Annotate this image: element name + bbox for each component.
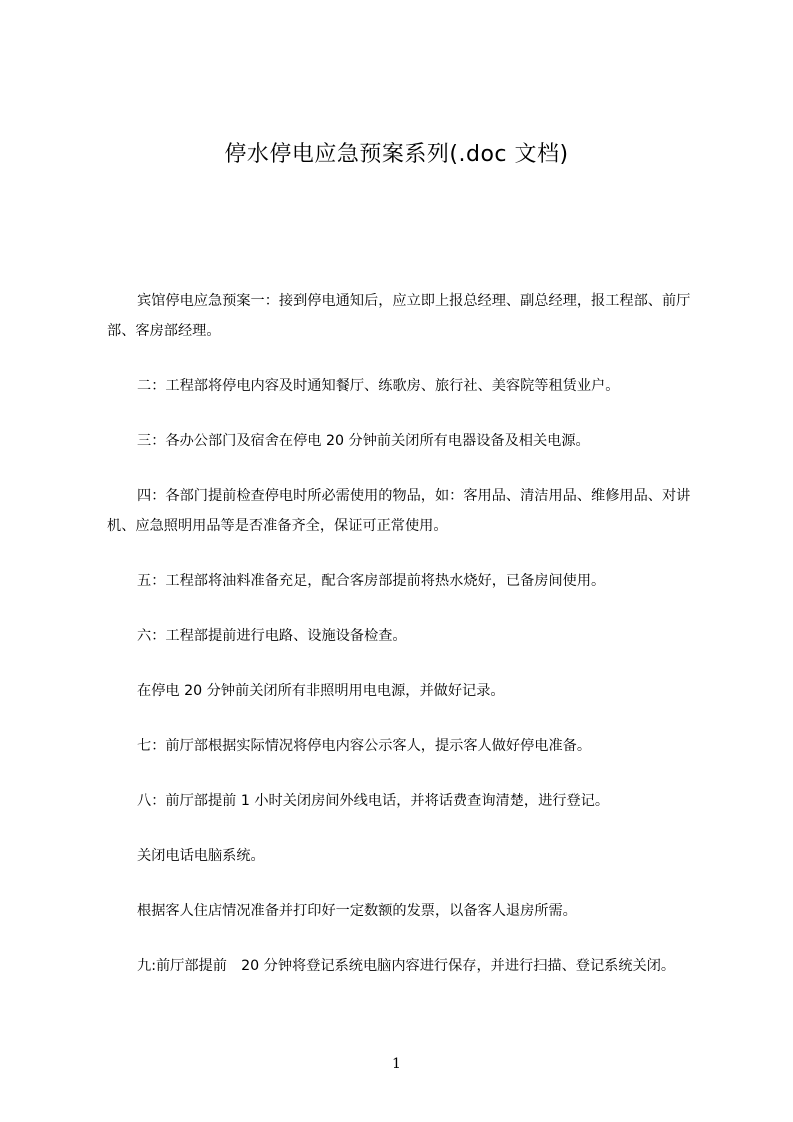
- paragraph-11: 根据客人住店情况准备并打印好一定数额的发票，以备客人退房所需。: [137, 903, 577, 919]
- paragraph-3: 三：各办公部门及宿舍在停电 20 分钟前关闭所有电器设备及相关电源。: [137, 433, 590, 449]
- paragraph-1: 宾馆停电应急预案一：接到停电通知后，应立即上报总经理、副总经理，报工程部、前厅部、客房部经理。: [107, 293, 691, 339]
- paragraph-6: 六：工程部提前进行电路、设施设备检查。: [137, 628, 407, 644]
- paragraph-5: 五：工程部将油料准备充足，配合客房部提前将热水烧好，已备房间使用。: [137, 573, 606, 589]
- paragraph-8: 七：前厅部根据实际情况将停电内容公示客人，提示客人做好停电准备。: [137, 738, 592, 754]
- document-body: [107, 286, 707, 1006]
- page-number: 1: [392, 1056, 401, 1072]
- paragraph-10: 关闭电话电脑系统。: [137, 848, 265, 864]
- paragraph-9: 八：前厅部提前 1 小时关闭房间外线电话，并将话费查询清楚，进行登记。: [137, 793, 610, 809]
- paragraph-2: 二：工程部将停电内容及时通知餐厅、练歌房、旅行社、美容院等租赁业户。: [137, 378, 620, 394]
- paragraph-4: 四：各部门提前检查停电时所必需使用的物品，如：客用品、清洁用品、维修用品、对讲机、应急照明用品等是否准备齐全，保证可正常使用。: [107, 488, 691, 534]
- document-title: 停水停电应急预案系列(.doc 文档): [224, 142, 569, 167]
- paragraph-12: 九:前厅部提前 20 分钟将登记系统电脑内容进行保存，并进行扫描、登记系统关闭。: [137, 958, 676, 974]
- paragraph-7: 在停电 20 分钟前关闭所有非照明用电电源，并做好记录。: [137, 683, 505, 699]
